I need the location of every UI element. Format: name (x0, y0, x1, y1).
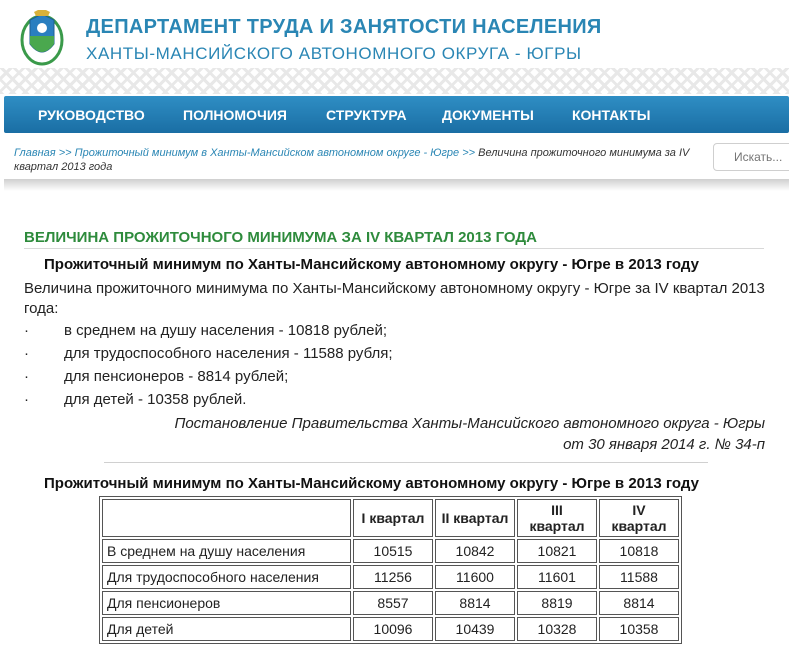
list-item-text: для пенсионеров - 8814 рублей; (64, 368, 289, 385)
breadcrumb (14, 146, 694, 174)
main-nav (4, 96, 789, 133)
decree-line: Постановление Правительства Ханты-Мансийского автономного округа - Югры (174, 415, 765, 432)
table-header-row (102, 499, 679, 537)
table-cell: 11588 (599, 565, 679, 589)
table-cell: 8819 (517, 591, 597, 615)
bullet-marker: · (24, 322, 29, 339)
table-cell: 11600 (435, 565, 515, 589)
row-label: Для пенсионеров (102, 591, 351, 615)
site-subtitle[interactable]: ХАНТЫ-МАНСИЙСКОГО АВТОНОМНОГО ОКРУГА - ЮГРЫ (86, 44, 582, 63)
nav-item-leadership[interactable]: РУКОВОДСТВО (38, 107, 145, 123)
table-cell: 10842 (435, 539, 515, 563)
table-cell: 10821 (517, 539, 597, 563)
nav-item-structure[interactable]: СТРУКТУРА (326, 107, 407, 123)
search-input[interactable] (713, 143, 789, 171)
table-cell: 10096 (353, 617, 433, 641)
table-corner-cell (102, 499, 351, 537)
bullet-marker: · (24, 345, 29, 362)
breadcrumb-separator: >> (58, 147, 72, 159)
table-row (102, 617, 679, 641)
table-cell: 11256 (353, 565, 433, 589)
table-cell: 8557 (353, 591, 433, 615)
table-cell: 10818 (599, 539, 679, 563)
nav-item-powers[interactable]: ПОЛНОМОЧИЯ (183, 107, 287, 123)
nav-item-documents[interactable]: ДОКУМЕНТЫ (442, 107, 534, 123)
table-cell: 10439 (435, 617, 515, 641)
table-row (102, 565, 679, 589)
column-header: II квартал (435, 499, 515, 537)
table-row (102, 539, 679, 563)
list-item-text: для детей - 10358 рублей. (64, 391, 247, 408)
divider-shadow (4, 179, 789, 191)
subsistence-table (99, 496, 682, 644)
breadcrumb-current: Величина прожиточного минимума за IV квартал 2013 года (14, 147, 690, 173)
section-heading: Прожиточный минимум по Ханты-Мансийскому автономному округу - Югре в 2013 году (44, 256, 699, 273)
decree-reference (65, 413, 765, 455)
row-label: Для детей (102, 617, 351, 641)
row-label: В среднем на душу населения (102, 539, 351, 563)
table-cell: 11601 (517, 565, 597, 589)
page-title: ВЕЛИЧИНА ПРОЖИТОЧНОГО МИНИМУМА ЗА IV КВАРТАЛ 2013 ГОДА (24, 229, 537, 246)
table-heading: Прожиточный минимум по Ханты-Мансийскому автономному округу - Югре в 2013 году (44, 475, 699, 492)
breadcrumb-section-link[interactable]: Прожиточный минимум в Ханты-Мансийском автономном округе - Югре (74, 147, 460, 159)
header-ornament (0, 68, 789, 94)
column-header: IV квартал (599, 499, 679, 537)
coat-of-arms-logo[interactable] (20, 10, 64, 66)
bullet-marker: · (24, 391, 29, 408)
intro-paragraph: Величина прожиточного минимума по Ханты-Мансийскому автономному округу - Югре за IV квартал 2013 года: (24, 280, 765, 317)
breadcrumb-separator: >> (462, 147, 476, 159)
list-item-text: для трудоспособного населения - 11588 рубля; (64, 345, 393, 362)
table-cell: 8814 (435, 591, 515, 615)
decree-date: от 30 января 2014 г. № 34-п (563, 436, 765, 453)
breadcrumb-home-link[interactable]: Главная (14, 147, 56, 159)
column-header: III квартал (517, 499, 597, 537)
table-row (102, 591, 679, 615)
nav-item-contacts[interactable]: КОНТАКТЫ (572, 107, 651, 123)
site-header (0, 0, 789, 95)
bullet-marker: · (24, 368, 29, 385)
divider (24, 248, 764, 249)
list-item-text: в среднем на душу населения - 10818 рублей; (64, 322, 388, 339)
divider (104, 462, 708, 463)
table-cell: 10328 (517, 617, 597, 641)
site-title[interactable]: ДЕПАРТАМЕНТ ТРУДА И ЗАНЯТОСТИ НАСЕЛЕНИЯ (86, 16, 602, 38)
table-cell: 10515 (353, 539, 433, 563)
table-cell: 8814 (599, 591, 679, 615)
table-cell: 10358 (599, 617, 679, 641)
column-header: I квартал (353, 499, 433, 537)
row-label: Для трудоспособного населения (102, 565, 351, 589)
